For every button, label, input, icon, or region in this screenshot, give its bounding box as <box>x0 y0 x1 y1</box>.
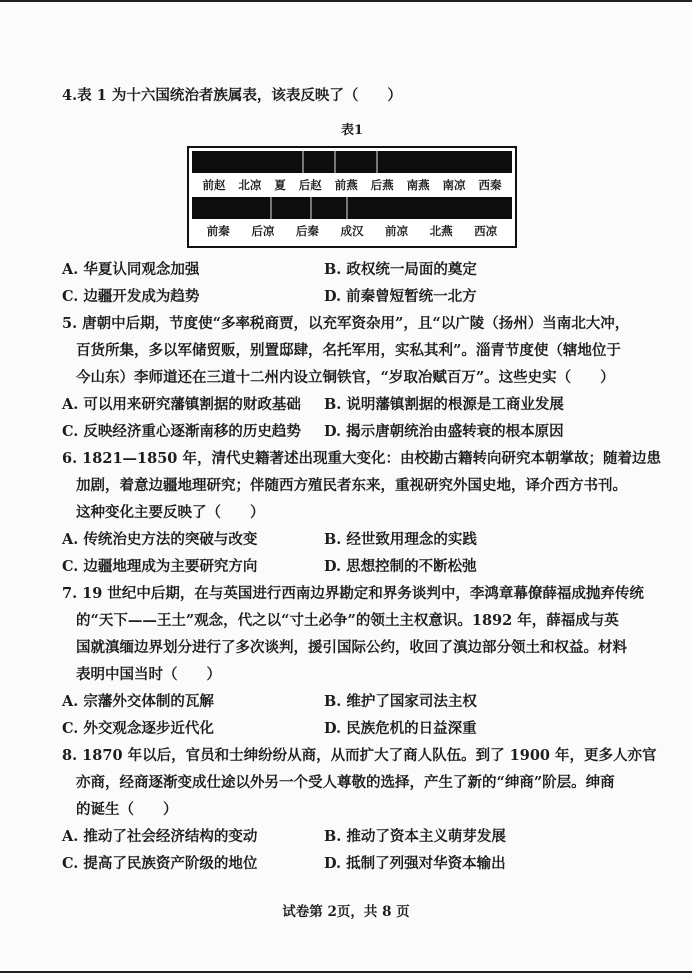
option-b[interactable]: B. 维护了国家司法主权 <box>324 693 477 710</box>
table-cell: 南燕 <box>406 178 430 192</box>
question-8-options-row-1 <box>62 823 642 850</box>
rulers-table <box>187 146 517 248</box>
question-5-line: 5. 唐朝中后期，节度使“多率税商贾，以充军资杂用”，且“以广陵（扬州）当南北大冲， <box>62 315 630 332</box>
option-b[interactable]: B. 推动了资本主义萌芽发展 <box>324 828 506 845</box>
question-6 <box>62 445 661 580</box>
exam-page <box>62 82 661 877</box>
question-8-line: 8. 1870 年以后，官员和士绅纷纷从商，从而扩大了商人队伍。到了 1900 年，更多人亦官 <box>62 747 657 764</box>
table-cell: 成汉 <box>340 224 364 238</box>
option-a[interactable]: A. 可以用来研究藩镇割据的财政基础 <box>62 396 301 413</box>
option-d[interactable]: D. 思想控制的不断松弛 <box>324 558 477 575</box>
question-7-line: 国就滇缅边界划分进行了多次谈判，援引国际公约，收回了滇边部分领土和权益。材料 <box>76 639 627 656</box>
option-b[interactable]: B. 政权统一局面的奠定 <box>324 261 477 278</box>
question-6-line: 6. 1821—1850 年，清代史籍著述出现重大变化：由校勘古籍转向研究本朝掌故；随着边患 <box>62 450 661 467</box>
question-4-stem: 4.表 1 为十六国统治者族属表，该表反映了（ ） <box>62 87 402 104</box>
table-cell: 西秦 <box>478 178 502 192</box>
question-7-line: 7. 19 世纪中后期，在与英国进行西南边界勘定和界务谈判中，李鸿章幕僚薛福成抛弃传统 <box>62 585 644 602</box>
question-6-options-row-1 <box>62 526 642 553</box>
table-cell: 北凉 <box>238 178 262 192</box>
question-6-line: 加剧，着意边疆地理研究；伴随西方殖民者东来，重视研究外国史地，译介西方书刊。 <box>76 477 627 494</box>
question-7-line: 的“天下——王土”观念，代之以“寸土必争”的领土主权意识。1892 年，薛福成与英 <box>76 612 619 629</box>
option-d[interactable]: D. 前秦曾短暂统一北方 <box>324 288 477 305</box>
question-8-line: 的诞生（ ） <box>76 801 178 818</box>
table-cell: 前燕 <box>334 178 358 192</box>
option-c[interactable]: C. 边疆开发成为趋势 <box>62 288 200 305</box>
question-8-line: 亦商，经商逐渐变成仕途以外另一个受人尊敬的选择，产生了新的“绅商”阶层。绅商 <box>76 774 615 791</box>
option-d[interactable]: D. 揭示唐朝统治由盛转衰的根本原因 <box>324 423 564 440</box>
table-header-band-1 <box>192 151 512 173</box>
table-cell: 西凉 <box>474 224 498 238</box>
question-5-line: 百货所集，多以军储贸贩，别置邸肆，名托军用，实私其利”。淄青节度使（辖地位于 <box>76 342 621 359</box>
table-cell: 后赵 <box>298 178 322 192</box>
option-a[interactable]: A. 传统治史方法的突破与改变 <box>62 531 258 548</box>
top-border <box>0 0 692 2</box>
option-a[interactable]: A. 推动了社会经济结构的变动 <box>62 828 258 845</box>
table-cell: 前凉 <box>385 224 409 238</box>
question-8-options-row-2 <box>62 850 642 877</box>
table-cell: 南凉 <box>442 178 466 192</box>
table-cell: 后凉 <box>251 224 275 238</box>
option-d[interactable]: D. 民族危机的日益深重 <box>324 720 477 737</box>
question-8 <box>62 742 657 877</box>
question-7-options-row-1 <box>62 688 642 715</box>
table-cell: 后秦 <box>295 224 319 238</box>
question-5-options-row-1 <box>62 391 642 418</box>
question-4 <box>62 82 642 310</box>
option-c[interactable]: C. 提高了民族资产阶级的地位 <box>62 855 258 872</box>
option-c[interactable]: C. 反映经济重心逐渐南移的历史趋势 <box>62 423 301 440</box>
table-cell: 前秦 <box>206 224 230 238</box>
table-cell: 前赵 <box>202 178 226 192</box>
option-c[interactable]: C. 边疆地理成为主要研究方向 <box>62 558 258 575</box>
table-title: 表1 <box>340 123 364 138</box>
question-5-options-row-2 <box>62 418 642 445</box>
table-row-1 <box>192 173 512 197</box>
table-cell: 北燕 <box>429 224 453 238</box>
question-5-line: 今山东）李师道还在三道十二州内设立铜铁官，“岁取冶赋百万”。这些史实（ ） <box>76 369 615 386</box>
question-6-line: 这种变化主要反映了（ ） <box>76 504 265 521</box>
question-7-options-row-2 <box>62 715 642 742</box>
option-a[interactable]: A. 宗藩外交体制的瓦解 <box>62 693 214 710</box>
option-b[interactable]: B. 说明藩镇割据的根源是工商业发展 <box>324 396 564 413</box>
question-7 <box>62 580 642 742</box>
page-footer: 试卷第 2页，共 8 页 <box>282 904 410 920</box>
table-cell: 夏 <box>274 178 286 192</box>
option-c[interactable]: C. 外交观念逐步近代化 <box>62 720 214 737</box>
option-a[interactable]: A. 华夏认同观念加强 <box>62 261 200 278</box>
question-4-options-row-1 <box>62 256 642 283</box>
table-cell: 后燕 <box>370 178 394 192</box>
question-5 <box>62 310 642 445</box>
table-header-band-2 <box>192 197 512 219</box>
question-7-line: 表明中国当时（ ） <box>76 666 221 683</box>
question-4-options-row-2 <box>62 283 642 310</box>
question-6-options-row-2 <box>62 553 642 580</box>
option-b[interactable]: B. 经世致用理念的实践 <box>324 531 477 548</box>
option-d[interactable]: D. 抵制了列强对华资本输出 <box>324 855 506 872</box>
bottom-border <box>0 971 692 973</box>
table-row-2 <box>192 219 512 243</box>
